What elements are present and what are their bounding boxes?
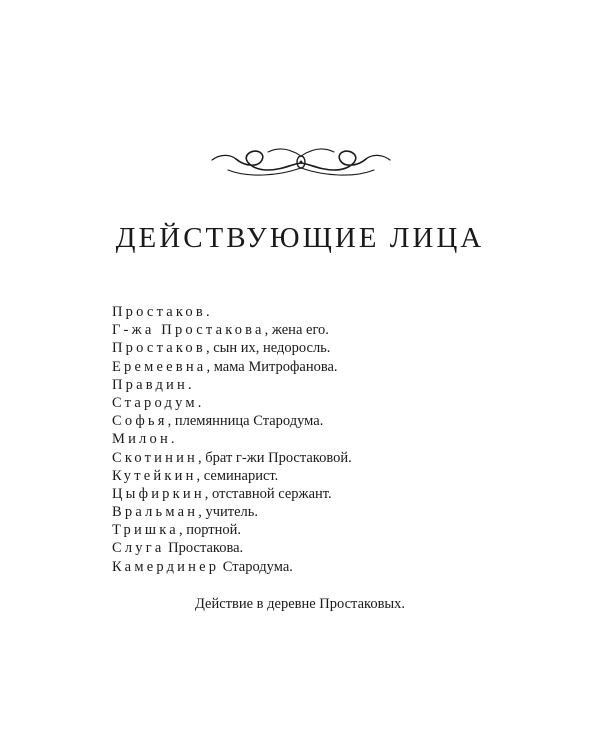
setting-note: Действие в деревне Простаковых. <box>194 596 406 612</box>
list-item <box>112 339 352 357</box>
list-item <box>112 467 352 485</box>
character-description: , брат г-жи Простаковой. <box>198 449 352 466</box>
character-description: . <box>197 394 202 411</box>
list-item <box>112 503 352 521</box>
flourish-ornament-icon <box>208 140 394 186</box>
character-description: , племянница Стародума. <box>167 413 324 430</box>
character-name: Софья <box>112 413 168 430</box>
character-description: Простакова. <box>164 540 244 557</box>
list-item <box>112 485 352 503</box>
list-item <box>112 449 352 467</box>
character-name: Стародум <box>112 394 198 411</box>
list-item <box>112 321 352 339</box>
character-description: . <box>205 304 210 320</box>
character-description: , семинарист. <box>196 467 279 484</box>
character-description: , учитель. <box>198 504 259 521</box>
character-description: . <box>170 431 175 448</box>
list-item <box>112 358 352 376</box>
list-item <box>112 558 352 576</box>
character-name: Правдин <box>112 376 188 393</box>
character-description: , портной. <box>178 522 242 539</box>
list-item <box>112 412 352 430</box>
character-description: , жена его. <box>264 322 329 339</box>
list-item <box>112 376 352 394</box>
character-name: Вральман <box>112 504 199 521</box>
character-name: Цыфиркин <box>112 485 205 502</box>
page-title: ДЕЙСТВУЮЩИЕ ЛИЦА <box>115 222 485 254</box>
character-description: , сын их, недоросль. <box>205 340 331 357</box>
character-name: Милон <box>112 431 171 448</box>
character-name: Еремеевна <box>112 358 207 375</box>
cast-list <box>112 303 352 576</box>
character-name: Слуга <box>112 540 165 557</box>
character-description: Стародума. <box>219 558 293 575</box>
character-description: , отставной сержант. <box>204 485 332 502</box>
character-description: , мама Митрофанова. <box>206 358 338 375</box>
character-name: Скотинин <box>112 449 199 466</box>
list-item <box>112 303 352 321</box>
list-item <box>112 430 352 448</box>
list-item <box>112 521 352 539</box>
list-item <box>112 539 352 557</box>
character-name: Простаков <box>112 304 206 320</box>
character-name: Камердинер <box>112 558 220 575</box>
character-name: Тришка <box>112 522 179 539</box>
list-item <box>112 394 352 412</box>
character-name: Простаков <box>112 340 206 357</box>
character-name: Кутейкин <box>112 467 197 484</box>
character-description: . <box>187 376 192 393</box>
character-name: Г-жа Простакова <box>112 322 265 339</box>
